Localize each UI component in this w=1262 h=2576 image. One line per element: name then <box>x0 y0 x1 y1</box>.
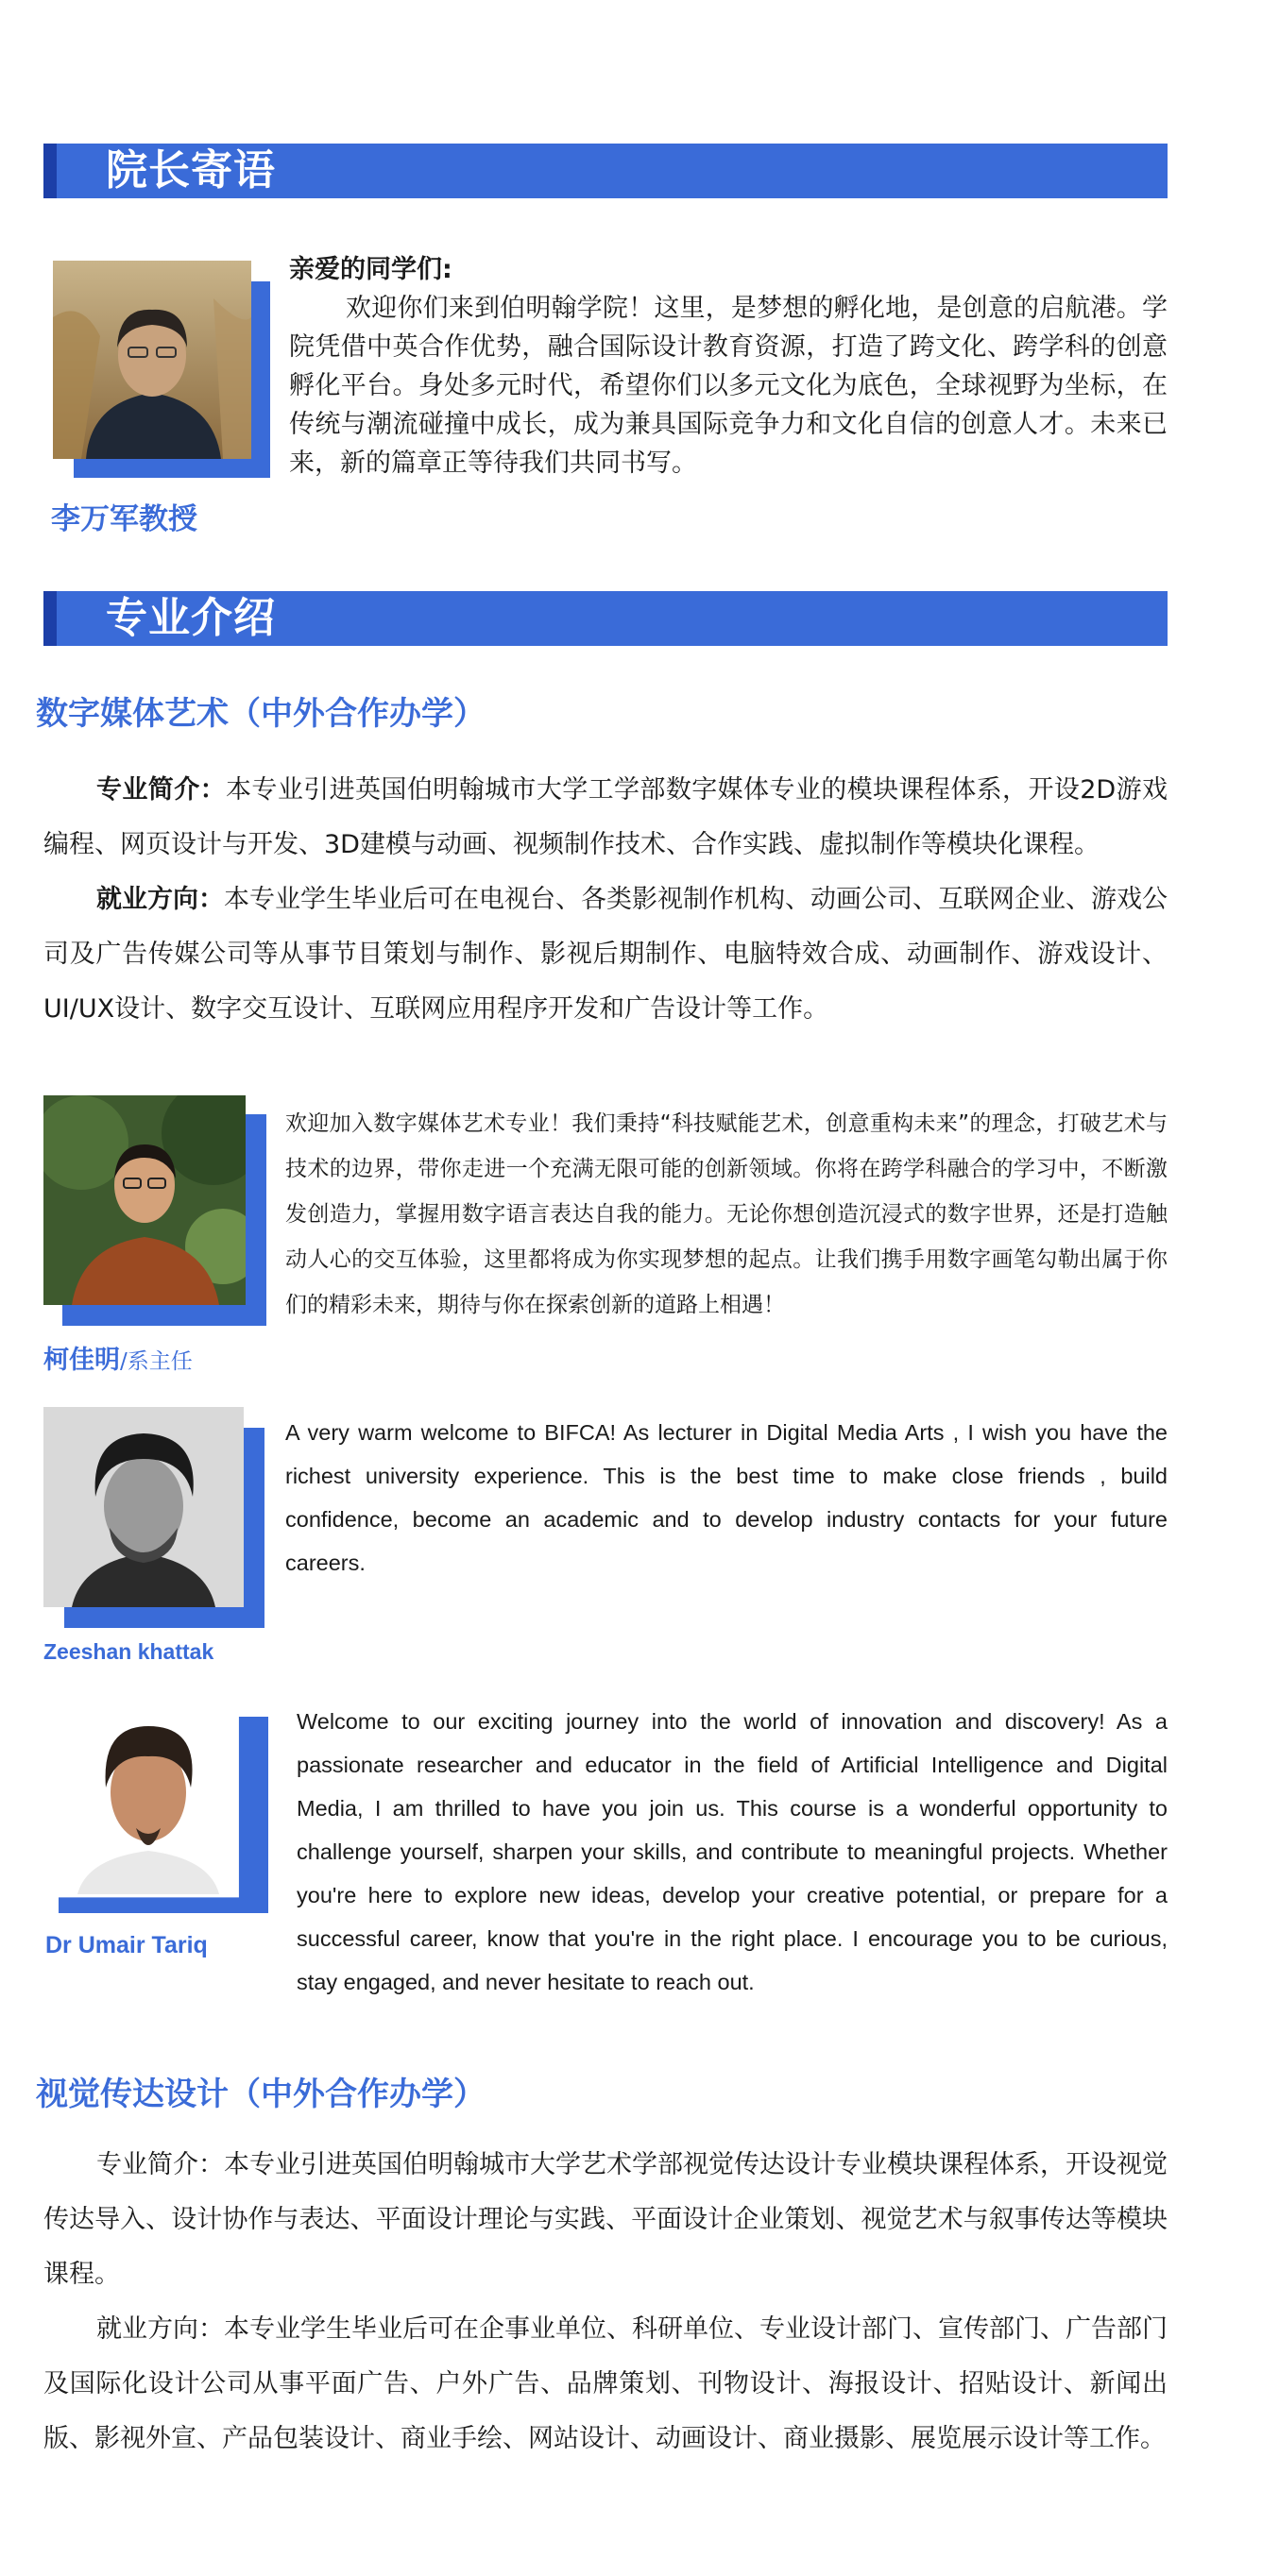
banner-stripe <box>43 591 57 646</box>
dean-greeting: 亲爱的同学们: <box>289 255 452 284</box>
dean-photo-frame <box>53 261 270 478</box>
staff-name: Dr Umair Tariq <box>45 1932 208 1958</box>
career-label: 就业方向： <box>96 2314 224 2344</box>
majors-section-banner <box>43 591 1168 646</box>
digital-media-intro <box>43 763 1168 873</box>
intro-label: 专业简介： <box>96 775 227 805</box>
intro-text: 本专业引进英国伯明翰城市大学工学部数字媒体专业的模块课程体系，开设2D游戏编程、网页设计与开发、3D建模与动画、视频制作技术、合作实践、虚拟制作等模块化课程。 <box>43 775 1168 859</box>
staff-photo-ke <box>43 1095 246 1305</box>
staff-photo-frame <box>59 1698 268 1913</box>
career-text: 本专业学生毕业后可在电视台、各类影视制作机构、动画公司、互联网企业、游戏公司及广告传媒公司等从事节目策划与制作、影视后期制作、电脑特效合成、动画制作、游戏设计、UI/UX设计、数字交互设计、互联网应用程序开发和广告设计等工作。 <box>43 885 1168 1024</box>
digital-media-career <box>43 873 1168 1037</box>
staff-photo-frame <box>43 1407 264 1628</box>
intro-text: 本专业引进英国伯明翰城市大学艺术学部视觉传达设计专业模块课程体系，开设视觉传达导入、设计协作与表达、平面设计理论与实践、平面设计企业策划、视觉艺术与叙事传达等模块课程。 <box>43 2150 1168 2289</box>
career-label: 就业方向： <box>96 885 224 914</box>
staff-message: A very warm welcome to BIFCA! As lecturer in Digital Media Arts , I wish you have the richest university experience. This is the best time to make close friends , build confidence, become an academic and to develop industry contacts for your future careers. <box>285 1420 1168 1575</box>
visual-design-intro <box>43 2138 1168 2302</box>
dean-section-title: 院长寄语 <box>106 146 276 195</box>
staff-photo-zeeshan <box>43 1407 244 1607</box>
visual-design-career <box>43 2302 1168 2466</box>
dean-section-banner <box>43 144 1168 198</box>
staff-role: /系主任 <box>120 1349 193 1374</box>
staff-name: 柯佳明 <box>43 1346 120 1375</box>
visual-design-title: 视觉传达设计（中外合作办学） <box>36 2076 486 2113</box>
dean-name: 李万军教授 <box>51 502 197 536</box>
staff-message: Welcome to our exciting journey into the world of innovation and discovery! As a passionate researcher and educator in the field of Artificial Intelligence and Digital Media, I am thrilled to have you join us. This course is a wonderful opportunity to challenge yourself, sharpen your skills, and contribute to meaningful projects. Whether you're here to explore new ideas, develop your creative potential, or prepare for a successful career, know that you're in the right place. I encourage you to be curious, stay engaged, and never hesitate to reach out. <box>297 1709 1168 1994</box>
staff-message: 欢迎加入数字媒体艺术专业！我们秉持“科技赋能艺术，创意重构未来”的理念，打破艺术与技术的边界，带你走进一个充满无限可能的创新领域。你将在跨学科融合的学习中，不断激发创造力，掌握用数字语言表达自我的能力。无论你想创造沉浸式的数字世界，还是打造触动人心的交互体验，这里都将成为你实现梦想的起点。让我们携手用数字画笔勾勒出属于你们的精彩未来，期待与你在探索创新的道路上相遇！ <box>285 1111 1168 1317</box>
staff-photo-umair <box>59 1698 238 1894</box>
staff-signature <box>43 1339 193 1376</box>
career-text: 本专业学生毕业后可在企事业单位、科研单位、专业设计部门、宣传部门、广告部门及国际化设计公司从事平面广告、户外广告、品牌策划、刊物设计、海报设计、招贴设计、新闻出版、影视外宣、产品包装设计、商业手绘、网站设计、动画设计、商业摄影、展览展示设计等工作。 <box>43 2314 1168 2453</box>
staff-photo-frame <box>43 1095 266 1326</box>
majors-section-title: 专业介绍 <box>106 594 276 642</box>
dean-message: 欢迎你们来到伯明翰学院！这里，是梦想的孵化地，是创意的启航港。学院凭借中英合作优势，融合国际设计教育资源，打造了跨文化、跨学科的创意孵化平台。身处多元时代，希望你们以多元文化为底色，全球视野为坐标，在传统与潮流碰撞中成长，成为兼具国际竞争力和文化自信的创意人才。未来已来，新的篇章正等待我们共同书写。 <box>289 294 1168 478</box>
intro-label: 专业简介： <box>96 2150 224 2179</box>
banner-stripe <box>43 144 57 198</box>
digital-media-title: 数字媒体艺术（中外合作办学） <box>36 695 486 733</box>
staff-name: Zeeshan khattak <box>43 1639 214 1664</box>
dean-photo <box>53 261 251 459</box>
